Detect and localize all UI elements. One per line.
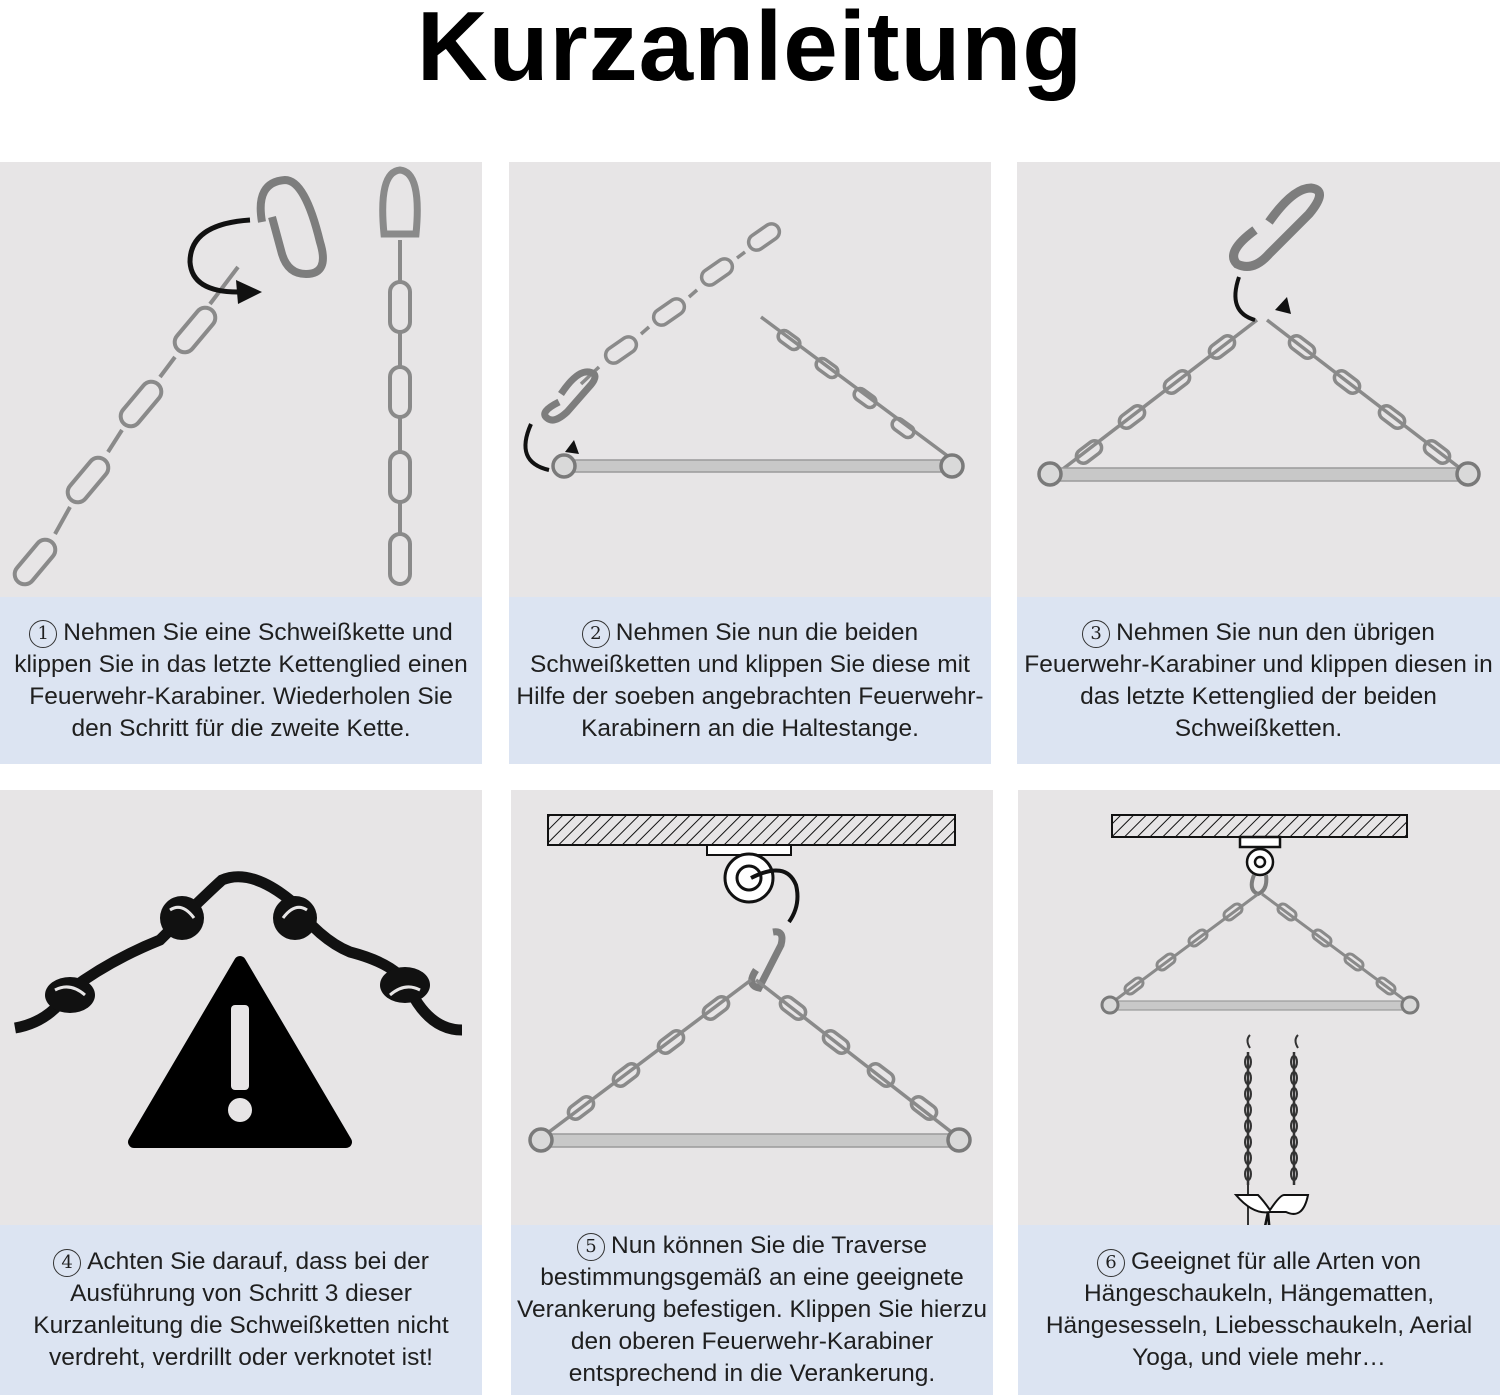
right-chain-icon — [1262, 894, 1410, 1004]
left-chain-icon — [581, 221, 783, 384]
step-number-badge: 6 — [1097, 1249, 1125, 1277]
step-3-text: Nehmen Sie nun den übrigen Feuerwehr-Karabiner und klippen diesen in das letzte Kettenglied der beiden Schweißketten. — [1024, 618, 1493, 742]
step-4-panel — [0, 790, 482, 1225]
left-chain-icon — [541, 980, 751, 1138]
step-4-caption — [0, 1225, 482, 1395]
swing-seat-icon — [1236, 1035, 1308, 1225]
bar-icon — [1102, 997, 1418, 1013]
step-5-caption — [511, 1225, 993, 1395]
carabiner-icon — [1234, 188, 1320, 266]
warning-illustration — [0, 790, 482, 1225]
step-number-badge: 1 — [29, 620, 57, 648]
step-2-text: Nehmen Sie nun die beiden Schweißketten und klippen Sie diese mit Hilfe der soeben angebrachten Feuerwehr-Karabinern an die Haltestange. — [516, 618, 984, 742]
page-title: Kurzanleitung — [416, 0, 1084, 101]
step-2-caption — [509, 597, 991, 764]
step-3-panel — [1017, 162, 1500, 597]
step-number-badge: 4 — [53, 1249, 81, 1277]
rotate-arrow-icon — [190, 220, 250, 292]
step-5-panel — [511, 790, 993, 1225]
step-number-badge: 2 — [582, 620, 610, 648]
step-6-caption — [1018, 1225, 1500, 1395]
step-number-badge: 5 — [577, 1233, 605, 1261]
clip-arrow-icon — [1235, 277, 1255, 320]
right-chain-icon — [1267, 320, 1465, 472]
bar-icon — [553, 455, 963, 477]
clip-arrow-icon — [525, 424, 549, 470]
chains-to-bar-illustration — [509, 162, 991, 597]
vertical-chain-icon — [383, 170, 418, 584]
step-2-panel — [509, 162, 991, 597]
step-1-caption — [0, 597, 482, 764]
usage-examples-illustration — [1018, 790, 1500, 1225]
step-1-panel — [0, 162, 482, 597]
warning-icon — [134, 962, 346, 1142]
swivel-hook-icon — [725, 854, 773, 902]
diagonal-chain-icon — [11, 267, 238, 588]
step-4-text: Achten Sie darauf, dass bei der Ausführung von Schritt 3 dieser Kurzanleitung die Schweißketten nicht verdreht, verdrillt oder verknotet ist! — [33, 1248, 449, 1371]
step-number-badge: 3 — [1082, 620, 1110, 648]
left-chain-icon — [1110, 894, 1258, 1004]
step-5-text: Nun können Sie die Traverse bestimmungsgemäß an eine geeignete Verankerung befestigen. Klippen Sie hierzu den oberen Feuerwehr-Karabiner entsprechend in die Verankerung. — [517, 1232, 987, 1387]
bar-icon — [1039, 463, 1479, 485]
anchor-mounting-illustration — [511, 790, 993, 1225]
right-chain-icon — [761, 317, 949, 457]
step-6-panel — [1018, 790, 1500, 1225]
step-1-text: Nehmen Sie eine Schweißkette und klippen Sie in das letzte Kettenglied einen Feuerwehr-Karabiner. Wiederholen Sie den Schritt für die zweite Kette. — [14, 618, 468, 742]
ceiling-icon — [1112, 815, 1407, 837]
carabiner-icon — [752, 932, 782, 988]
top-carabiner-illustration — [1017, 162, 1500, 597]
ceiling-icon — [548, 815, 955, 845]
right-chain-icon — [756, 980, 959, 1138]
step-6-text: Geeignet für alle Arten von Hängeschaukeln, Hängematten, Hängesesseln, Liebesschaukeln, Aerial Yoga, und viele mehr… — [1045, 1248, 1473, 1371]
left-chain-icon — [1059, 320, 1257, 472]
swivel-hook-icon — [1240, 837, 1280, 894]
chain-with-carabiner-illustration — [0, 162, 482, 597]
step-3-caption — [1017, 597, 1500, 764]
carabiner-icon — [261, 180, 323, 274]
bar-icon — [530, 1129, 970, 1151]
